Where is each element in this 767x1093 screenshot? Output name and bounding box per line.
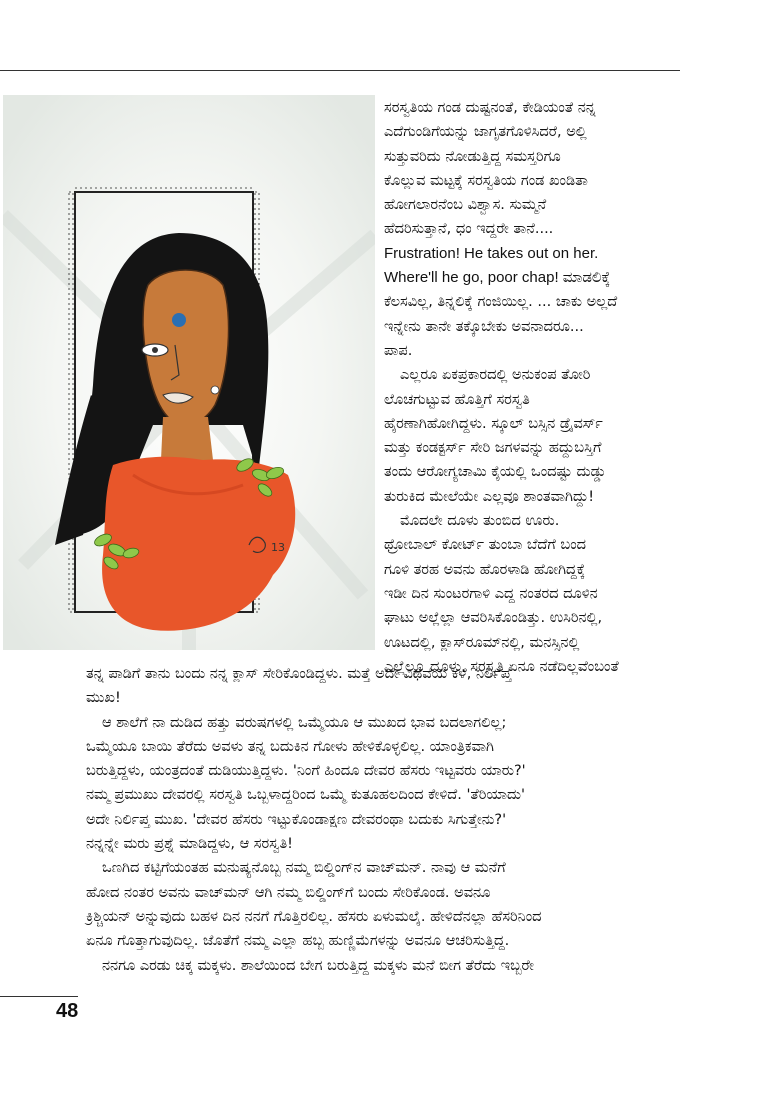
text-line: ಊಟದಲ್ಲಿ, ಕ್ಲಾಸ್‌ರೂಮ್‌ನಲ್ಲಿ, ಮನಸ್ಸಿನಲ್ಲಿ (384, 634, 580, 651)
text-line: ಆ ಶಾಲೆಗೆ ನಾ ದುಡಿದ ಹತ್ತು ವರುಷಗಳಲ್ಲಿ ಒಮ್ಮೆಯೂ ಆ ಮುಖದ ಭಾವ ಬದಲಾಗಲಿಲ್ಲ; (102, 714, 507, 731)
text-line: ಎಲ್ಲೆಲ್ಲೂ ದೂಳು. ಸರಸ್ವತಿ ಏನೂ ನಡೆದಿಲ್ಲವೆಂಬಂತೆ (384, 658, 619, 675)
text-line: ಕೊಲ್ಲುವ ಮಟ್ಟಕ್ಕೆ ಸರಸ್ವತಿಯ ಗಂಡ ಖಂಡಿತಾ (384, 172, 588, 189)
text-line: ಇಡೀ ದಿನ ಸುಂಟರಗಾಳಿ ಎದ್ದ ನಂತರದ ದೂಳಿನ (384, 585, 598, 602)
text-line: ಗೂಳಿ ತರಹ ಅವನು ಹೊರಳಾಡಿ ಹೋಗಿದ್ದಕ್ಕೆ (384, 561, 586, 578)
text-line: ಮೊದಲೇ ದೂಳು ತುಂಬಿದ ಊರು. (400, 513, 560, 530)
text-line: ತಂದು ಆರೋಗ್ಯಚಾಮಿ ಕೈಯಲ್ಲಿ ಒಂದಷ್ಟು ದುಡ್ಡು (384, 464, 607, 481)
text-line: ನನ್ನನ್ನೇ ಮರು ಪ್ರಶ್ನೆ ಮಾಡಿದ್ದಳು, ಆ ಸರಸ್ವತಿ! (86, 836, 293, 853)
text-line: ಎದೆಗುಂಡಿಗೆಯನ್ನು ಜಾಗೃತಗೊಳಿಸಿದರೆ, ಅಲ್ಲಿ (384, 124, 587, 141)
text-line: Where'll he go, poor chap! ಮಾಡಲಿಕ್ಕೆ (384, 269, 611, 287)
text-line: ಪಾಪ. (384, 342, 413, 359)
text-line: ಸುತ್ತುವರಿದು ನೋಡುತ್ತಿದ್ದ ಸಮಸ್ತರಿಗೂ (384, 148, 561, 165)
text-line: ಅದೇ ನಿರ್ಲಿಪ್ತ ಮುಖ. 'ದೇವರ ಹೆಸರು ಇಟ್ಟುಕೊಂಡಾಕ್ಷಣ ದೇವರಂಥಾ ಬದುಕು ಸಿಗುತ್ತೇನು?' (86, 811, 507, 828)
page-number-rule (0, 996, 78, 997)
text-line: ನನಗೂ ಎರಡು ಚಿಕ್ಕ ಮಕ್ಕಳು. ಶಾಲೆಯಿಂದ ಬೇಗ ಬರುತ್ತಿದ್ದ ಮಕ್ಕಳು ಮನೆ ಬೀಗ ತೆರೆದು ಇಬ್ಬರೇ (102, 957, 534, 974)
text-line: ಕೆಲಸವಿಲ್ಲ, ತಿನ್ನಲಿಕ್ಕೆ ಗಂಜಿಯಿಲ್ಲ. ... ಚಾಕು ಅಲ್ಲದೆ (384, 294, 618, 311)
text-line: ಹೋಗಲಾರನೆಂಬ ವಿಶ್ವಾಸ. ಸುಮ್ಮನೆ (384, 197, 547, 214)
text-line: ನಮ್ಮ ಪ್ರಮುಖು ದೇವರಲ್ಲಿ ಸರಸ್ವತಿ ಒಬ್ಬಳಾದ್ದರಿಂದ ಒಮ್ಮೆ ಕುತೂಹಲದಿಂದ ಕೇಳಿದೆ. 'ತೆರಿಯಾದು' (86, 787, 525, 804)
top-rule (0, 70, 680, 71)
text-line: Frustration! He takes out on her. (384, 244, 599, 262)
text-line: ಮುಖ! (86, 690, 121, 707)
text-line: ಬರುತ್ತಿದ್ದಳು, ಯಂತ್ರದಂತೆ ದುಡಿಯುತ್ತಿದ್ದಳು. 'ನಿಂಗೆ ಹಿಂದೂ ದೇವರ ಹೆಸರು ಇಟ್ಟವರು ಯಾರು?' (86, 763, 526, 780)
full-width-text (86, 662, 682, 978)
illustration-signature: 13 (271, 541, 285, 554)
text-line: ಹೋದ ನಂತರ ಅವನು ವಾಚ್‌ಮನ್ ಆಗಿ ನಮ್ಮ ಬಿಲ್ಡಿಂಗ್‌ಗೆ ಬಂದು ಸೇರಿಕೊಂಡ. ಅವನೂ (86, 884, 491, 901)
text-line: ಮತ್ತು ಕಂಡಕ್ಟರ್ಸ್ ಸೇರಿ ಜಗಳವನ್ನು ಹದ್ದುಬಸ್ತಿಗೆ (384, 440, 602, 457)
text-line: ಲೊಚಗುಟ್ಟುವ ಹೊತ್ತಿಗೆ ಸರಸ್ವತಿ (384, 391, 530, 408)
text-line: ಏನೂ ಗೊತ್ತಾಗುವುದಿಲ್ಲ. ಜೊತೆಗೆ ನಮ್ಮ ಎಲ್ಲಾ ಹಬ್ಬ ಹುಣ್ಣಿಮೆಗಳನ್ನು ಅವನೂ ಆಚರಿಸುತ್ತಿದ್ದ. (86, 933, 510, 950)
text-line: ಘಾಟು ಅಲ್ಲೆಲ್ಲಾ ಆವರಿಸಿಕೊಂಡಿತ್ತು. ಉಸಿರಿನಲ್ಲಿ, (384, 610, 603, 627)
text-line: ಎಲ್ಲರೂ ಏಕಪ್ರಕಾರದಲ್ಲಿ ಅನುಕಂಪ ತೋರಿ (400, 367, 591, 384)
text-line: ಹೈರಣಾಗಿಹೋಗಿದ್ದಳು. ಸ್ಕೂಲ್ ಬಸ್ಸಿನ ಡ್ರೈವರ್ಸ್ (384, 415, 603, 432)
text-line: ಒಮ್ಮೆಯೂ ಬಾಯಿ ತೆರೆದು ಅವಳು ತನ್ನ ಬದುಕಿನ ಗೋಳು ಹೇಳಿಕೊಳ್ಳಲಿಲ್ಲ. ಯಾಂತ್ರಿಕವಾಗಿ (86, 738, 494, 755)
text-line: ಸರಸ್ವತಿಯ ಗಂಡ ದುಷ್ಟನಂತೆ, ಕೇಡಿಯಂತೆ ನನ್ನ (384, 100, 596, 116)
text-line: ಕ್ರಿಶ್ಚಿಯನ್ ಅನ್ನುವುದು ಬಹಳ ದಿನ ನನಗೆ ಗೊತ್ತಿರಲಿಲ್ಲ. ಹೆಸರು ಏಳುಮಲೈ. ಹೇಳಿದೆನಲ್ಲಾ ಹೆಸರಿನಿಂದ (86, 908, 542, 925)
page-number: 48 (56, 1000, 79, 1022)
text-line: ಒಣಗಿದ ಕಟ್ಟಿಗೆಯಂತಹ ಮನುಷ್ಯನೊಬ್ಬ ನಮ್ಮ ಬಿಲ್ಡಿಂಗ್‌ನ ವಾಚ್‌ಮನ್. ನಾವು ಆ ಮನೆಗೆ (102, 860, 506, 877)
text-line: ಥ್ರೋಬಾಲ್ ಕೋರ್ಟ್ ತುಂಬಾ ಬೆದೆಗೆ ಬಂದ (384, 537, 587, 554)
text-line: ಇನ್ನೇನು ತಾನೇ ತಕ್ಕೊಬೇಕು ಅವನಾದರೂ... (384, 318, 584, 335)
text-line: ಹೆದರಿಸುತ್ತಾನೆ, ಧಂ ಇದ್ದರೇ ತಾನೆ.... (384, 221, 554, 238)
text-line: ತನ್ನ ಪಾಡಿಗೆ ತಾನು ಬಂದು ನನ್ನ ಕ್ಲಾಸ್ ಸೇರಿಕೊಂಡಿದ್ದಳು. ಮತ್ತೆ ಅದೇ ವಿಧವೆಯ ಕಳೆ, ನಿರ್ಲಿಪ್ತ (86, 666, 512, 682)
right-column-text (384, 96, 680, 679)
bindi (172, 313, 186, 327)
text-line: ತುರುಕಿದ ಮೇಲೆಯೇ ಎಲ್ಲವೂ ಶಾಂತವಾಗಿದ್ದು! (384, 488, 595, 505)
woman-illustration (3, 95, 375, 650)
